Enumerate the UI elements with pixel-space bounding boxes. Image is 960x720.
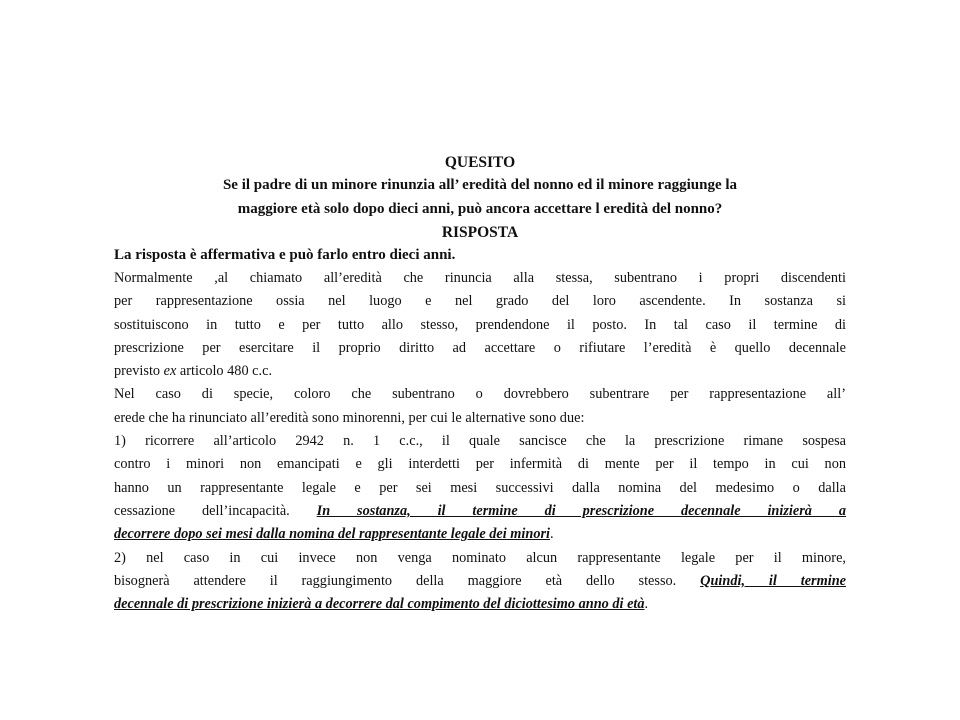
paragraph-line: hanno un rappresentante legale e per sei mesi successivi dalla nomina del medesimo o dalla (114, 479, 846, 496)
paragraph-line: per rappresentazione ossia nel luogo e nel grado del loro ascendente. In sostanza si (114, 293, 846, 310)
paragraph-line (114, 570, 846, 593)
answer-lead: La risposta è affermativa e può farlo entro dieci anni. (114, 247, 456, 263)
paragraph-line: Nel caso di specie, coloro che subentrano o dovrebbero subentrare per rappresentazione all’ (114, 386, 846, 403)
text-segment: cessazione dell’incapacità. (114, 502, 317, 519)
text-segment: . (644, 596, 649, 613)
paragraph-line (114, 360, 846, 383)
emphasized-text: Quindi, il termine (700, 572, 846, 589)
paragraph-line (114, 593, 846, 616)
paragraph-4 (114, 547, 846, 617)
paragraph-line: 2) nel caso in cui invece non venga nominato alcun rappresentante legale per il minore, (114, 549, 846, 566)
emphasized-text: decorrere dopo sei mesi dalla nomina del rappresentante legale dei minori (114, 526, 551, 543)
paragraph-2 (114, 383, 846, 430)
text-segment: bisognerà attendere il raggiungimento della maggiore età dello stesso. (114, 572, 701, 589)
document-body (114, 151, 846, 616)
paragraph-line: prescrizione per esercitare il proprio diritto ad accettare o rifiutare l’eredità è quello decennale (114, 339, 846, 356)
italic-term: ex (163, 363, 177, 380)
emphasized-text: decennale di prescrizione inizierà a decorrere dal compimento del diciottesimo anno di età (114, 596, 645, 613)
paragraph-line (114, 500, 846, 523)
paragraph-line: 1) ricorrere all’articolo 2942 n. 1 c.c., il quale sancisce che la prescrizione rimane sospesa (114, 433, 846, 450)
emphasized-text: In sostanza, il termine di prescrizione decennale inizierà a (316, 502, 846, 519)
paragraph-line: erede che ha rinunciato all’eredità sono minorenni, per cui le alternative sono due: (114, 409, 585, 426)
paragraph-1 (114, 267, 846, 383)
paragraph-line (114, 523, 846, 546)
quesito-title: QUESITO (444, 154, 516, 171)
text-segment: . (550, 526, 554, 543)
paragraph-line: sostituiscono in tutto e per tutto allo stesso, prendendone il posto. In tal caso il termine di (114, 316, 846, 333)
paragraph-line: Normalmente ,al chiamato all’eredità che rinuncia alla stessa, subentrano i propri discendenti (114, 270, 846, 286)
text-segment: previsto (114, 363, 164, 380)
text-segment: articolo 480 c.c. (176, 363, 273, 380)
paragraph-line: contro i minori non emancipati e gli interdetti per infermità di mente per il tempo in cui non (114, 456, 846, 473)
question-line-2: maggiore età solo dopo dieci anni, può ancora accettare l eredità del nonno? (237, 200, 723, 217)
paragraph-3 (114, 430, 846, 546)
risposta-title: RISPOSTA (441, 224, 519, 241)
question-line-1: Se il padre di un minore rinunzia all’ eredità del nonno ed il minore raggiunge la (222, 177, 738, 193)
